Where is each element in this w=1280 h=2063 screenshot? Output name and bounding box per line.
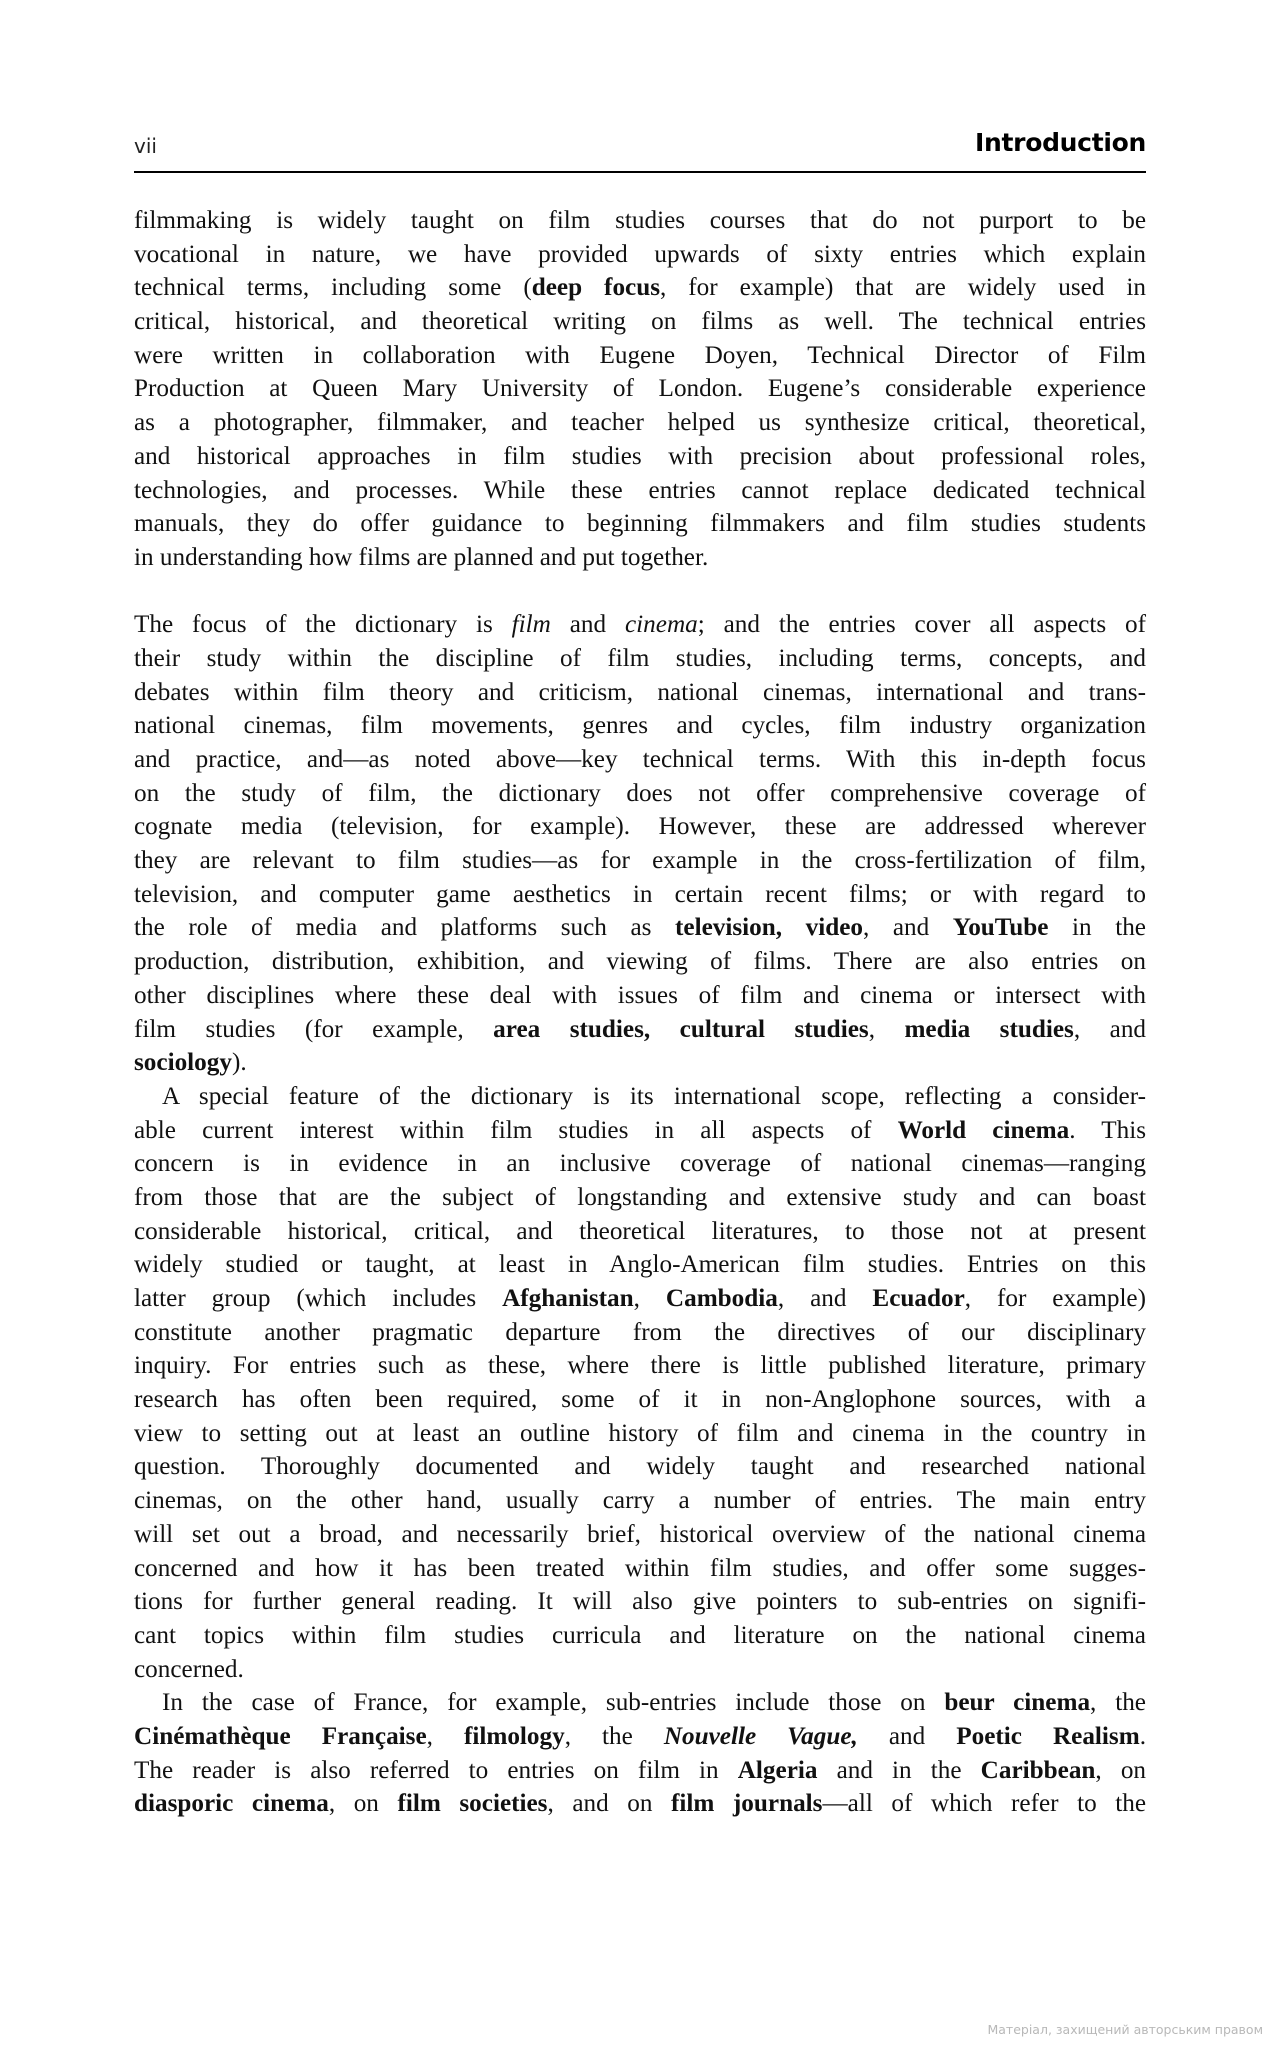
text-run: , <box>426 1722 464 1750</box>
text-run: A special feature of the dictionary is its international scope, reflecting a consider- <box>162 1082 1146 1110</box>
text-line <box>134 440 1146 474</box>
text-run: concerned. <box>134 1655 244 1683</box>
text-line <box>134 1080 1146 1114</box>
text-line <box>134 743 1146 777</box>
cross-reference-term: Cinémathèque Française <box>134 1722 427 1750</box>
text-run: , on <box>1095 1756 1147 1784</box>
text-line <box>134 1754 1146 1788</box>
text-line <box>134 1450 1146 1484</box>
text-line <box>134 1787 1146 1821</box>
text-line <box>134 1720 1146 1754</box>
text-run: ; and the entries cover all aspects of <box>697 611 1146 639</box>
cross-reference-term: media studies <box>904 1015 1074 1043</box>
text-run: The reader is also referred to entries on film in <box>134 1756 738 1784</box>
text-run: cinemas, on the other hand, usually carry a number of entries. The main entry <box>134 1487 1146 1515</box>
cross-reference-term: Poetic Realism <box>956 1722 1140 1750</box>
text-run: concerned and how it has been treated within film studies, and offer some sugges- <box>134 1554 1146 1582</box>
text-run: . <box>1139 1722 1146 1750</box>
text-line <box>134 1552 1146 1586</box>
text-run: , <box>633 1285 666 1312</box>
emphasis-text: film <box>511 611 551 639</box>
text-run: production, distribution, exhibition, and viewing of films. There are also entries on <box>134 948 1146 976</box>
paragraph <box>134 1686 1146 1821</box>
text-run: , for example) that are widely used in <box>660 274 1146 302</box>
text-line <box>134 1181 1146 1215</box>
text-run: inquiry. For entries such as these, where there is little published literature, primary <box>134 1352 1146 1380</box>
text-run: Production at Queen Mary University of London. Eugene’s considerable experience <box>134 375 1146 403</box>
text-line <box>134 777 1146 811</box>
text-line <box>134 339 1146 373</box>
text-run: , <box>868 1015 905 1043</box>
text-line <box>134 642 1146 676</box>
text-run: and in the <box>817 1756 981 1784</box>
text-run: , the <box>1090 1689 1146 1717</box>
text-run: constitute another pragmatic departure from the directives of our disciplinary <box>134 1318 1146 1346</box>
text-line <box>134 844 1146 878</box>
text-line <box>134 305 1146 339</box>
text-run: . This <box>1069 1116 1146 1144</box>
text-line <box>134 372 1146 406</box>
cross-reference-term: Cambodia <box>665 1285 778 1312</box>
cross-reference-term: YouTube <box>952 914 1049 942</box>
text-run: , and on <box>547 1790 671 1818</box>
running-title: Introduction <box>975 128 1146 157</box>
text-line <box>134 204 1146 238</box>
text-line <box>134 1619 1146 1653</box>
text-run: and <box>550 611 625 639</box>
text-line <box>134 271 1146 305</box>
text-line <box>134 507 1146 541</box>
text-line <box>134 1248 1146 1282</box>
text-line <box>134 1046 1146 1080</box>
cross-reference-term: Nouvelle Vague, <box>663 1722 858 1750</box>
text-run: technical terms, including some ( <box>134 274 532 302</box>
text-run: the role of media and platforms such as <box>134 914 676 942</box>
text-run: considerable historical, critical, and theoretical literatures, to those not at present <box>134 1217 1146 1245</box>
text-line <box>134 1417 1146 1451</box>
cross-reference-term: television, video <box>675 914 863 942</box>
cross-reference-term: beur cinema <box>944 1689 1091 1717</box>
text-line <box>134 1383 1146 1417</box>
text-run: filmmaking is widely taught on film studies courses that do not purport to be <box>134 207 1146 234</box>
text-run: technologies, and processes. While these entries cannot replace dedicated technical <box>134 476 1146 504</box>
text-run: were written in collaboration with Eugene Doyen, Technical Director of Film <box>134 341 1146 369</box>
cross-reference-term: Ecuador <box>872 1285 965 1312</box>
text-run: other disciplines where these deal with issues of film and cinema or intersect with <box>134 981 1146 1009</box>
text-line <box>134 406 1146 440</box>
text-run: latter group (which includes <box>134 1285 503 1312</box>
text-line <box>134 238 1146 272</box>
cross-reference-term: Caribbean <box>980 1756 1096 1784</box>
text-run: they are relevant to film studies—as for example in the cross-fertilization of film, <box>134 847 1146 875</box>
text-line <box>134 541 1146 575</box>
cross-reference-term: sociology <box>134 1049 232 1077</box>
cross-reference-term: area studies, cultural studies <box>493 1015 869 1043</box>
text-run: their study within the discipline of film studies, including terms, concepts, and <box>134 644 1146 672</box>
text-run: cant topics within film studies curricula and literature on the national cinema <box>134 1621 1146 1649</box>
text-run: from those that are the subject of longstanding and extensive study and can boast <box>134 1183 1146 1211</box>
text-line <box>134 1147 1146 1181</box>
cross-reference-term: diasporic cinema <box>134 1790 329 1818</box>
cross-reference-term: Afghanistan <box>502 1285 634 1312</box>
text-run: research has often been required, some of it in non-Anglophone sources, with a <box>134 1386 1146 1414</box>
text-line <box>134 878 1146 912</box>
text-run: debates within film theory and criticism, national cinemas, international and trans- <box>134 678 1146 706</box>
text-run: in the <box>1048 914 1146 942</box>
text-run: concern is in evidence in an inclusive coverage of national cinemas—ranging <box>134 1150 1146 1178</box>
paragraph <box>134 608 1146 1080</box>
text-run: , and <box>863 914 953 942</box>
text-line <box>134 1013 1146 1047</box>
body-text <box>134 204 1146 1821</box>
cross-reference-term: film societies <box>397 1790 548 1818</box>
text-line <box>134 1518 1146 1552</box>
text-run: will set out a broad, and necessarily brief, historical overview of the national cinema <box>134 1520 1146 1548</box>
text-run: manuals, they do offer guidance to beginning filmmakers and film studies students <box>134 510 1146 538</box>
text-run: , on <box>328 1790 398 1818</box>
text-run: able current interest within film studies in all aspects of <box>134 1116 898 1144</box>
text-line <box>134 1114 1146 1148</box>
text-line <box>134 810 1146 844</box>
text-run: The focus of the dictionary is <box>134 611 512 639</box>
text-run: —all of which refer to the <box>822 1790 1147 1818</box>
cross-reference-term: Algeria <box>737 1756 818 1784</box>
text-run: , and <box>1073 1015 1147 1043</box>
text-run: critical, historical, and theoretical writing on films as well. The technical entries <box>134 308 1146 336</box>
copyright-watermark: Матеріал, захищений авторським правом <box>987 2022 1263 2037</box>
text-run: question. Thoroughly documented and widely taught and researched national <box>134 1453 1146 1481</box>
text-line <box>134 1349 1146 1383</box>
text-run: view to setting out at least an outline history of film and cinema in the country in <box>134 1419 1146 1447</box>
text-line <box>134 676 1146 710</box>
text-run: television, and computer game aesthetics in certain recent films; or with regard to <box>134 880 1146 908</box>
text-run: as a photographer, filmmaker, and teacher helped us synthesize critical, theoretical, <box>134 409 1146 437</box>
text-line <box>134 911 1146 945</box>
paragraph-gap <box>134 575 1146 609</box>
page-header <box>134 126 1146 166</box>
text-run: and practice, and—as noted above—key technical terms. With this in-depth focus <box>134 746 1146 773</box>
text-line <box>134 1484 1146 1518</box>
text-line <box>134 1653 1146 1687</box>
text-run: national cinemas, film movements, genres and cycles, film industry organization <box>134 712 1146 740</box>
paragraph <box>134 1080 1146 1686</box>
text-run: cognate media (television, for example). However, these are addressed wherever <box>134 813 1146 841</box>
cross-reference-term: filmology <box>463 1722 565 1750</box>
text-run: widely studied or taught, at least in Anglo-American film studies. Entries on this <box>134 1251 1146 1279</box>
page-number: vii <box>134 134 157 158</box>
emphasis-text: cinema <box>625 611 698 639</box>
text-line <box>134 1215 1146 1249</box>
text-line <box>134 608 1146 642</box>
text-run: , for example) <box>964 1285 1147 1312</box>
text-line <box>134 945 1146 979</box>
text-line <box>134 979 1146 1013</box>
text-run: tions for further general reading. It will also give pointers to sub-entries on signifi- <box>134 1588 1146 1616</box>
paragraph <box>134 204 1146 575</box>
text-run: and historical approaches in film studies with precision about professional roles, <box>134 442 1146 470</box>
text-line <box>134 709 1146 743</box>
text-run: , and <box>777 1285 873 1312</box>
text-line <box>134 1316 1146 1350</box>
text-run: vocational in nature, we have provided upwards of sixty entries which explain <box>134 240 1146 268</box>
text-line <box>134 1282 1146 1316</box>
text-run: , the <box>564 1722 664 1750</box>
cross-reference-term: deep focus <box>531 274 661 302</box>
text-run: and <box>857 1722 957 1750</box>
cross-reference-term: film journals <box>671 1790 823 1818</box>
text-line <box>134 474 1146 508</box>
text-line <box>134 1686 1146 1720</box>
text-run: ). <box>231 1049 247 1077</box>
header-rule <box>134 171 1146 173</box>
text-line <box>134 1585 1146 1619</box>
text-run: film studies (for example, <box>134 1015 494 1043</box>
text-run: In the case of France, for example, sub-entries include those on <box>162 1689 945 1717</box>
text-run: in understanding how films are planned and put together. <box>134 543 709 571</box>
cross-reference-term: World cinema <box>897 1116 1070 1144</box>
text-run: on the study of film, the dictionary does not offer comprehensive coverage of <box>134 779 1146 807</box>
